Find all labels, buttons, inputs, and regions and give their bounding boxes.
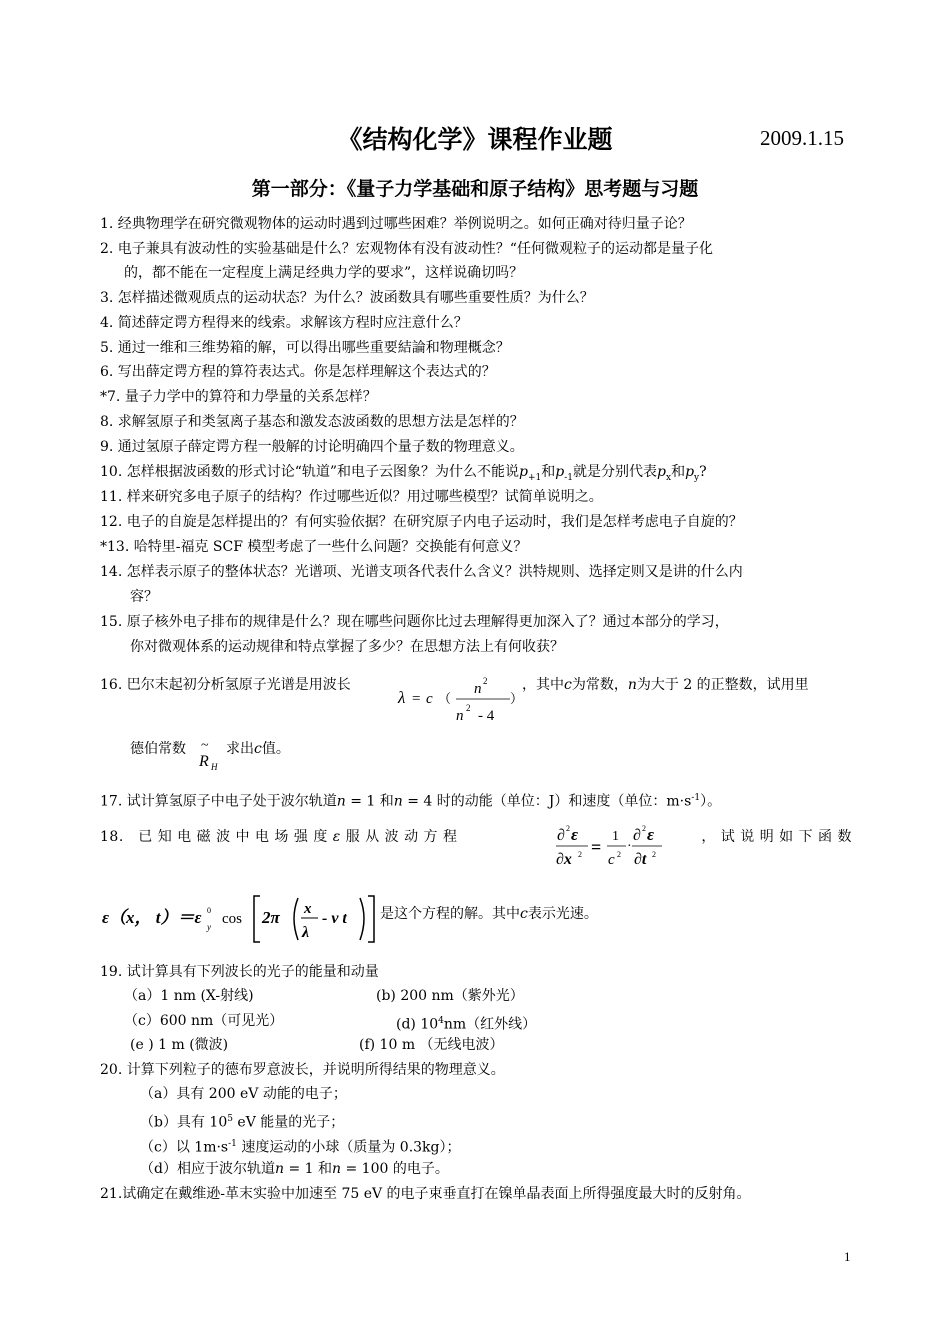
- balmer-eq: =: [412, 691, 421, 707]
- q19-item-f: (f) 10 m （无线电波）: [359, 1037, 504, 1053]
- wave-one: 1: [612, 829, 619, 844]
- question-16-line2-post: [226, 737, 290, 761]
- question-6: 6. 写出薛定谔方程的算符表达式。你是怎样理解这个表达式的？: [100, 364, 496, 380]
- question-13: *13. 哈特里-福克 SCF 模型考虑了一些什么问题？交换能有何意义？: [100, 539, 528, 555]
- question-8: 8. 求解氢原子和类氢离子基态和激发态波函数的思想方法是怎样的？: [100, 414, 524, 430]
- q17-text-2: = 4 时的动能（单位：J）和速度（单位：m·s: [402, 793, 692, 810]
- q18-text-d: 是这个方程的解。其中: [380, 906, 520, 922]
- q20b-text: （b）具有 10: [140, 1114, 228, 1131]
- wave-num-eps: ε: [571, 825, 578, 844]
- question-14-line2: 容？: [130, 589, 158, 605]
- q18-eps: ε: [332, 829, 341, 845]
- wave-den-dt: ∂t: [634, 851, 647, 868]
- balmer-num-n: n: [474, 681, 482, 697]
- solution-minus-nu-t: - ν t: [322, 910, 347, 927]
- q19d-sup: 4: [438, 1016, 444, 1026]
- question-9: 9. 通过氢原子薛定谔方程一般解的讨论明确四个量子数的物理意义。: [100, 439, 524, 455]
- q16-text-end2: 值。: [261, 741, 290, 757]
- solution-2pi: 2π: [262, 908, 280, 927]
- question-18-line1a: [100, 825, 556, 849]
- section-subtitle: 第一部分：《量子力学基础和原子结构》思考题与习题: [251, 178, 699, 200]
- q20d-text: （d）相应于波尔轨道: [140, 1161, 275, 1177]
- q20b-text-end: eV 能量的光子；: [232, 1114, 345, 1131]
- q19-item-e: (e ) 1 m (微波): [130, 1037, 229, 1053]
- solution-sup0: 0: [207, 906, 211, 915]
- q17-text: 17. 试计算氢原子中电子处于波尔轨道: [100, 793, 337, 810]
- q17-n2: n: [393, 793, 403, 810]
- wave-num2-sq: 2: [642, 824, 646, 833]
- rydberg-constant-symbol: [195, 738, 225, 774]
- question-18-line2: [380, 902, 598, 926]
- q18-c: c: [520, 906, 528, 922]
- q20c-text-end: 速度运动的小球（质量为 0.3kg）；: [236, 1139, 461, 1156]
- wave-equals: =: [591, 837, 602, 857]
- wave-equation: [554, 818, 664, 874]
- q19-item-a: （a）1 nm (X-射线): [124, 988, 254, 1004]
- q20d-n2: n: [332, 1161, 342, 1177]
- solution-left-bracket: [254, 896, 260, 942]
- document-title: 《结构化学》课程作业题: [337, 125, 613, 154]
- solution-cos: cos: [222, 911, 242, 927]
- q19-item-c: （c）600 nm（可见光）: [124, 1013, 284, 1029]
- solution-x: x: [304, 901, 312, 917]
- wave-dot: ·: [627, 839, 632, 854]
- question-2-line2: 的，都不能在一定程度上满足经典力学的要求”，这样说确切吗？: [124, 265, 524, 281]
- q10-text-pre: 10. 怎样根据波函数的形式讨论“轨道”和电子云图象？为什么不能说: [100, 464, 520, 480]
- question-16-line2-pre: 德伯常数: [130, 741, 186, 757]
- q20d-n1: n: [274, 1161, 284, 1177]
- question-21: 21.试确定在戴维逊-革末实验中加速至 75 eV 的电子束垂直打在镍单晶表面上所得强度最大时的反射角。: [100, 1186, 751, 1202]
- rydberg-tilde: ~: [201, 738, 209, 753]
- rydberg-R: R: [199, 753, 209, 770]
- balmer-den-minus4: - 4: [478, 708, 495, 724]
- page-number: 1: [844, 1249, 851, 1264]
- q17-sup: -1: [691, 793, 701, 803]
- solution-right-paren: [360, 898, 364, 940]
- q20b-sup: 5: [227, 1114, 233, 1124]
- balmer-rparen: ）: [510, 691, 524, 706]
- q10-sub-plus1: +1: [528, 472, 542, 483]
- q17-text-1: = 1 和: [345, 793, 394, 810]
- q10-and2: 和: [671, 464, 686, 480]
- question-17: [100, 786, 852, 815]
- question-19: 19. 试计算具有下列波长的光子的能量和动量: [100, 964, 379, 980]
- question-3: 3. 怎样描述微观质点的运动状态？为什么？波函数具有哪些重要性质？为什么？: [100, 290, 594, 306]
- solution-right-bracket: [368, 896, 374, 942]
- q10-sub-x: x: [666, 472, 672, 483]
- balmer-den-sq: 2: [466, 703, 471, 713]
- solution-lhs: ε（x， t）＝ε: [102, 908, 202, 927]
- q10-sub-y: y: [694, 472, 700, 483]
- q10-p: p: [555, 464, 565, 480]
- wave-num2-eps: ε: [647, 825, 654, 844]
- q18-text-b: 服 从 波 动 方 程: [345, 829, 458, 845]
- question-16-line1: 16. 巴尔末起初分析氢原子光谱是用波长: [100, 677, 351, 693]
- wave-den-t-sq: 2: [652, 850, 656, 859]
- q16-text-mid: 为常数，: [571, 677, 628, 693]
- q10-p: p: [685, 464, 695, 480]
- balmer-c: c: [426, 691, 433, 707]
- question-16-line1b: [522, 673, 809, 697]
- q10-text-mid: 就是分别代表: [573, 464, 658, 480]
- q20-item-d: [140, 1157, 449, 1181]
- question-15-line1: 15. 原子核外电子排布的规律是什么？现在哪些问题你比过去理解得更加深入了？通过本部分的学习，: [100, 614, 729, 630]
- wave-c: c: [608, 852, 615, 868]
- q20-item-c: [140, 1132, 461, 1160]
- q10-end: ?: [699, 464, 707, 480]
- wave-num2-partial: ∂: [633, 827, 641, 844]
- q20c-text: （c）以 1m·s: [140, 1139, 229, 1156]
- wave-c-sq: 2: [617, 850, 621, 859]
- solution-lambda: λ: [302, 924, 310, 941]
- q20-item-a: （a）具有 200 eV 动能的电子；: [140, 1086, 347, 1102]
- solution-left-paren: [294, 898, 298, 940]
- q16-n: n: [627, 677, 637, 693]
- q10-sub-minus1: -1: [564, 472, 574, 483]
- question-2-line1: 2. 电子兼具有波动性的实验基础是什么？宏观物体有没有波动性？“任何微观粒子的运动都是量子化: [100, 241, 713, 257]
- solution-sub-y: y: [207, 922, 211, 932]
- question-15-line2: 你对微观体系的运动规律和特点掌握了多少？在思想方法上有何收获？: [130, 639, 564, 655]
- question-14-line1: 14. 怎样表示原子的整体状态？光谱项、光谱支项各代表什么含义？洪特规则、选择定则又是讲的什么内: [100, 564, 743, 580]
- wave-num-sq: 2: [566, 824, 570, 833]
- q16-c: c: [564, 677, 572, 693]
- document-date: 2009.1.15: [760, 126, 844, 150]
- question-20: 20. 计算下列粒子的德布罗意波长，并说明所得结果的物理意义。: [100, 1062, 505, 1078]
- q19d-text: (d) 10: [396, 1016, 439, 1033]
- question-4: 4. 简述薛定谔方程得来的线索。求解该方程时应注意什么？: [100, 315, 468, 331]
- q20d-text-1: = 1 和: [284, 1161, 332, 1177]
- balmer-lambda: λ: [398, 688, 406, 707]
- q16-text-mid2: 求出: [226, 741, 254, 757]
- question-12: 12. 电子的自旋是怎样提出的？有何实验依据？在研究原子内电子运动时，我们是怎样考虑电子自旋的？: [100, 514, 743, 530]
- balmer-formula: [396, 670, 526, 728]
- rydberg-H: H: [211, 762, 218, 772]
- q19d-text-end: nm（红外线）: [443, 1016, 537, 1033]
- wave-num-partial: ∂: [557, 827, 565, 844]
- q16-c2: c: [254, 741, 262, 757]
- q17-text-end: ）。: [700, 793, 722, 810]
- balmer-lparen: （: [438, 691, 452, 706]
- q16-text: ，其中: [522, 677, 564, 693]
- question-11: 11. 样来研究多电子原子的结构？作过哪些近似？用过哪些模型？试简单说明之。: [100, 489, 603, 505]
- q10-p: p: [519, 464, 528, 480]
- question-5: 5. 通过一维和三维势箱的解，可以得出哪些重要結論和物理概念？: [100, 340, 510, 356]
- q16-text-end: 为大于 2 的正整数，试用里: [636, 677, 809, 693]
- question-7: *7. 量子力学中的算符和力學量的关系怎样？: [100, 389, 377, 405]
- q10-and1: 和: [541, 464, 556, 480]
- q19-item-b: (b) 200 nm（紫外光）: [376, 988, 524, 1004]
- q18-text-end: 表示光速。: [527, 906, 598, 922]
- q17-n1: n: [336, 793, 346, 810]
- balmer-num-sq: 2: [483, 676, 488, 686]
- balmer-den-n: n: [456, 708, 464, 724]
- wave-solution: [98, 890, 380, 946]
- question-1: 1. 经典物理学在研究微观物体的运动时遇到过哪些困难？举例说明之。如何正确对待归量子论？: [100, 216, 692, 232]
- wave-den-dx: ∂x: [556, 851, 572, 868]
- q20d-text-end: = 100 的电子。: [341, 1161, 449, 1177]
- q10-p: p: [657, 464, 666, 480]
- question-18-line1b: ， 试 说 明 如 下 函 数: [701, 829, 852, 845]
- q20-item-b: [140, 1107, 344, 1135]
- q18-text: 18. 已 知 电 磁 波 中 电 场 强 度: [100, 829, 328, 845]
- q20c-sup: -1: [228, 1139, 237, 1149]
- wave-den-sq: 2: [578, 850, 582, 859]
